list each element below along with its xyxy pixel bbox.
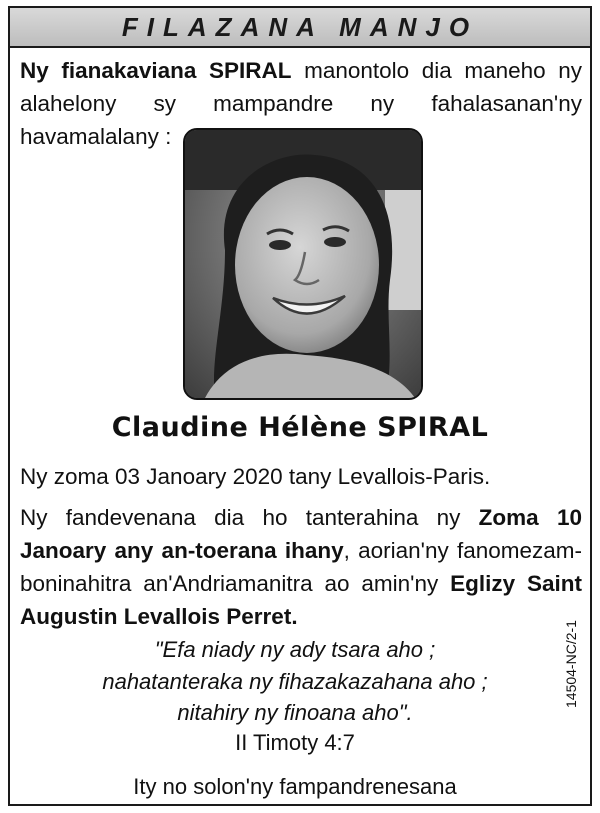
funeral-church: Eglizy Saint Augustin Levallois Perret. bbox=[20, 571, 582, 629]
funeral-text-1: Ny fandevenana dia ho tanterahina ny bbox=[20, 505, 479, 530]
funeral-paragraph bbox=[20, 501, 582, 633]
verse-reference: II Timoty 4:7 bbox=[235, 730, 355, 755]
ad-code: 14504-NC/2-1 bbox=[563, 620, 579, 708]
notice-title: FILAZANA MANJO bbox=[121, 11, 479, 42]
notice-header bbox=[10, 8, 590, 48]
closing-line: Ity no solon'ny fampandrenesana bbox=[133, 774, 457, 799]
bible-quote bbox=[60, 634, 530, 729]
notice-frame bbox=[8, 6, 592, 806]
family-name: Ny fianakaviana SPIRAL bbox=[20, 58, 292, 83]
funeral-text-2: , aorian'ny fanomezam-boninahitra an'Andriamanitra ao amin'ny bbox=[20, 538, 583, 596]
deceased-name: Claudine Hélène SPIRAL bbox=[111, 412, 489, 443]
intro-text: manontolo dia maneho ny alahelony sy mampandre ny fahalasanan'ny havamalalany : bbox=[20, 58, 582, 149]
quote-line-1: "Efa niady ny ady tsara aho ; bbox=[154, 637, 436, 662]
death-notice: Ny zoma 03 Janoary 2020 tany Levallois-Paris. bbox=[20, 464, 491, 489]
funeral-date: Zoma 10 Janoary any an-toerana ihany bbox=[20, 505, 582, 563]
deceased-photo bbox=[183, 128, 423, 400]
quote-line-3: nitahiry ny finoana aho". bbox=[177, 700, 413, 725]
portrait-image bbox=[185, 130, 421, 398]
quote-line-2: nahatanteraka ny fihazakazahana aho ; bbox=[102, 668, 488, 694]
